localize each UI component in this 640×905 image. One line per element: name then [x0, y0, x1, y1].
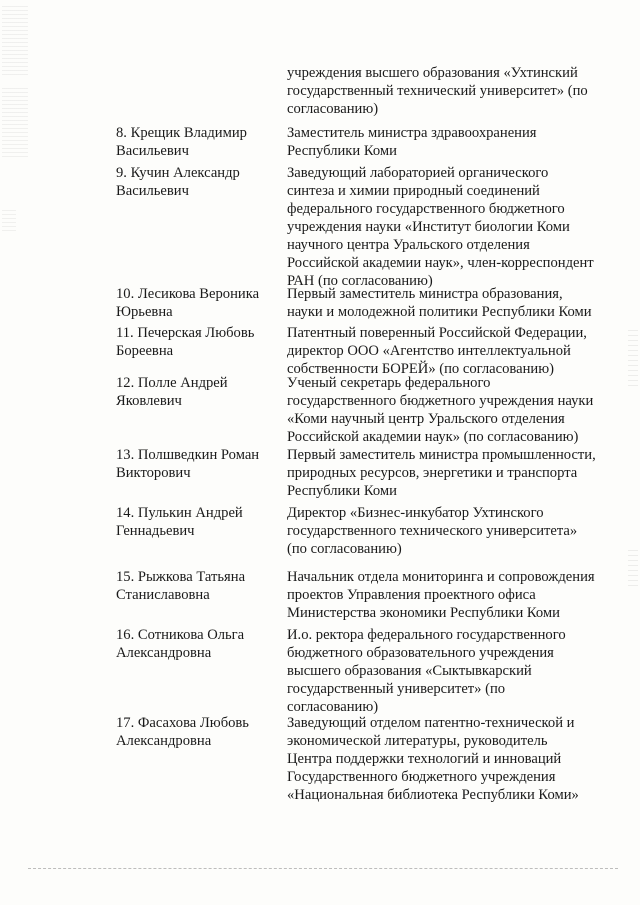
member-position: Директор «Бизнес-инкубатор Ухтинского государственного технического университета» (по согласованию) [287, 505, 578, 557]
member-position: Заведующий отделом патентно-технической и экономической литературы, руководитель Центра поддержки технологий и инноваций Государственного бюджетного учреждения «Национальная библиотека Республики Коми» [287, 715, 579, 803]
scan-artifact [2, 210, 16, 232]
member-position: Патентный поверенный Российской Федерации, директор ООО «Агентство интеллектуальной собственности БОРЕЙ» (по согласованию) [287, 325, 587, 377]
member-position: Заместитель министра здравоохранения Республики Коми [287, 125, 537, 159]
member-name: 15. Рыжкова Татьяна Станиславовна [116, 569, 246, 603]
member-position: Заведующий лабораторией органического синтеза и химии природный соединений федерального государственного бюджетного учреждения науки «Институт биологии Коми научного центра Уральского отделения Российской академии наук», член-корреспондент РАН (по согласованию) [287, 165, 594, 289]
member-position: Ученый секретарь федерального государственного бюджетного учреждения науки «Коми научный центр Уральского отделения Российской академии наук» (по согласованию) [287, 375, 594, 445]
member-name: 16. Сотникова Ольга Александровна [116, 627, 245, 661]
scan-artifact [628, 550, 638, 590]
member-name: 13. Полшведкин Роман Викторович [116, 447, 260, 481]
page-divider [28, 868, 618, 869]
member-position: Первый заместитель министра образования, науки и молодежной политики Республики Коми [287, 286, 592, 320]
member-position: учреждения высшего образования «Ухтинский государственный технический университет» (по согласованию) [287, 65, 588, 117]
member-position: И.о. ректора федерального государственного бюджетного образовательного учреждения высшего образования «Сыктывкарский государственный университет» (по согласованию) [287, 627, 566, 715]
scan-artifact [628, 330, 638, 390]
scan-artifact [2, 6, 28, 76]
member-name: 10. Лесикова Вероника Юрьевна [116, 286, 260, 320]
member-name: 12. Полле Андрей Яковлевич [116, 375, 228, 409]
member-position: Начальник отдела мониторинга и сопровождения проектов Управления проектного офиса Министерства экономики Республики Коми [287, 569, 595, 621]
member-name: 17. Фасахова Любовь Александровна [116, 715, 249, 749]
member-position: Первый заместитель министра промышленности, природных ресурсов, энергетики и транспорта Республики Коми [287, 447, 596, 499]
member-name: 9. Кучин Александр Васильевич [116, 165, 240, 199]
member-name: 8. Крещик Владимир Васильевич [116, 125, 247, 159]
member-name: 11. Печерская Любовь Бореевна [116, 325, 255, 359]
member-name: 14. Пулькин Андрей Геннадьевич [116, 505, 243, 539]
scan-artifact [2, 88, 28, 158]
